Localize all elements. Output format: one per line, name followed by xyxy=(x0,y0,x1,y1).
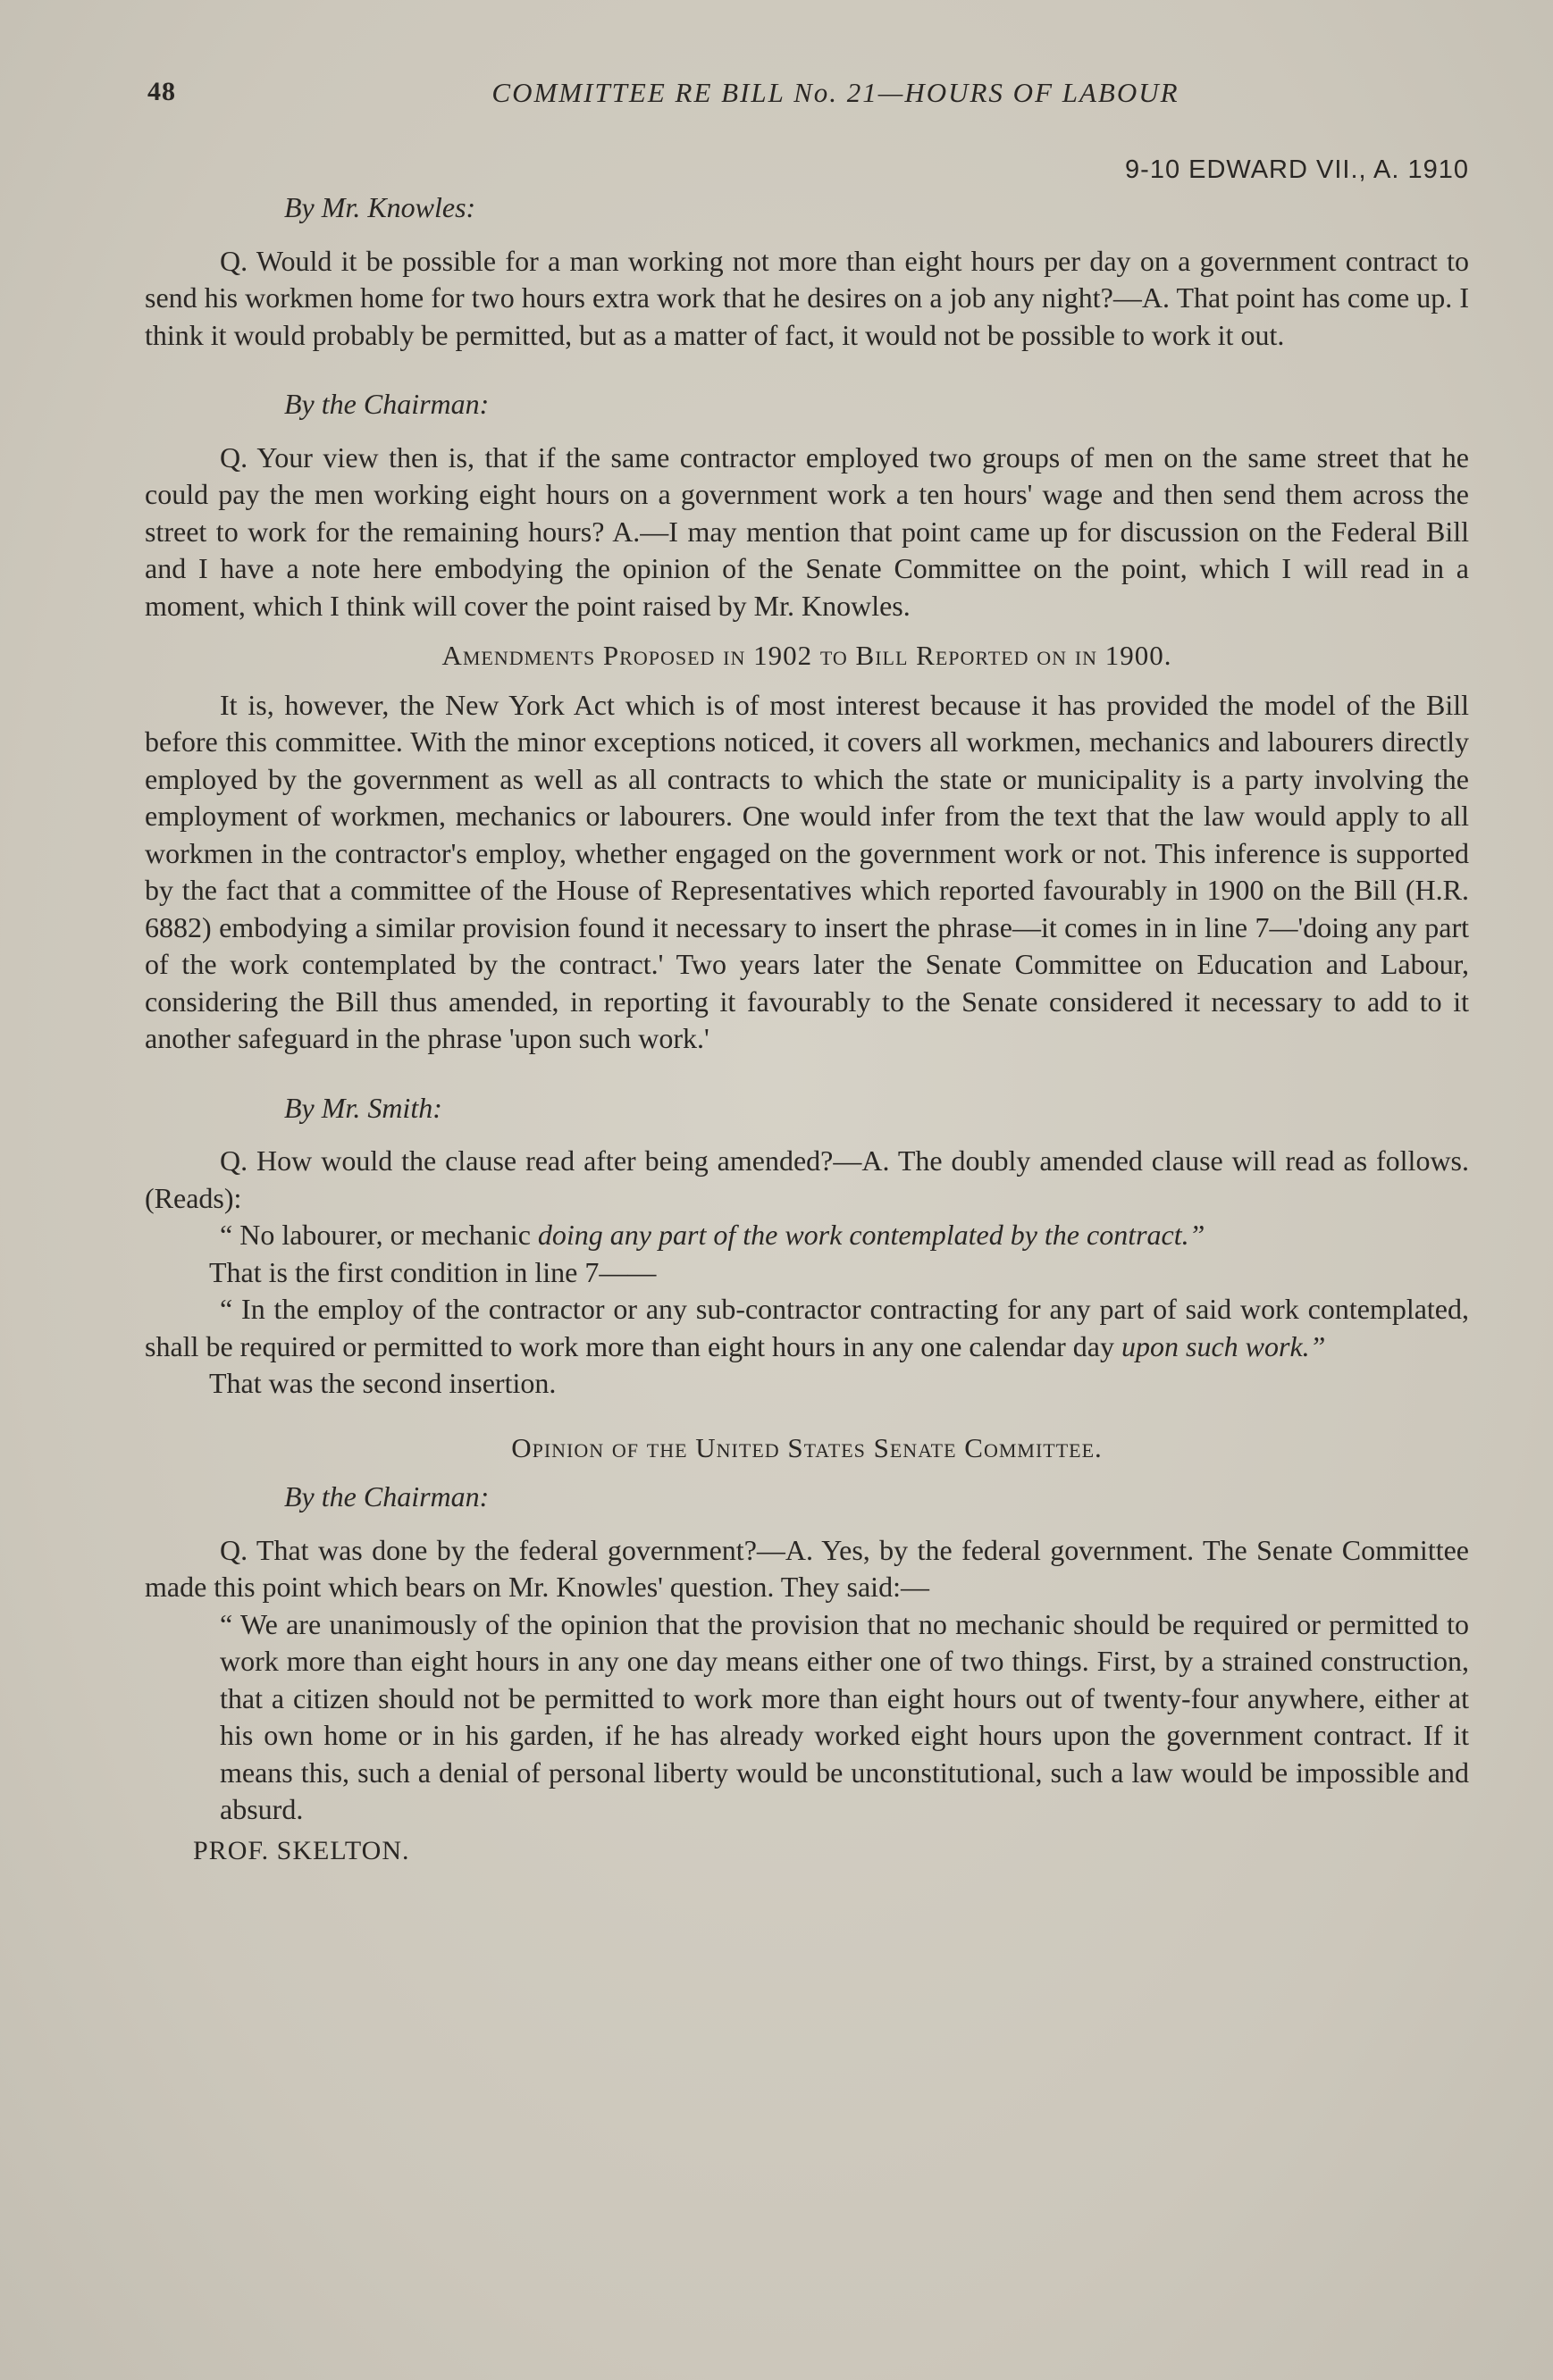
speaker-label: By Mr. Smith: xyxy=(284,1091,442,1124)
speaker-label: By the Chairman: xyxy=(284,1480,490,1513)
quotation-emphasis: doing any part of the work contemplated by the contract.” xyxy=(537,1219,1205,1251)
quotation xyxy=(145,1291,1469,1365)
paragraph: Q. That was done by the federal government?—A. Yes, by the federal government. The Senate Committee made this point which bears on Mr. Knowles' question. They said:— xyxy=(145,1533,1469,1603)
speaker-label: By Mr. Knowles: xyxy=(284,191,476,223)
session-label: 9-10 EDWARD VII., A. 1910 xyxy=(1125,155,1469,184)
speaker-label: By the Chairman: xyxy=(284,388,490,420)
signature: PROF. SKELTON. xyxy=(193,1835,410,1865)
running-title: COMMITTEE RE BILL No. 21—HOURS OF LABOUR xyxy=(491,77,1179,108)
page-number: 48 xyxy=(147,77,176,106)
document-body xyxy=(145,184,1469,1869)
spacer xyxy=(145,1058,1469,1085)
section-heading: Opinion of the United States Senate Committee. xyxy=(511,1431,1103,1463)
paragraph: Q. Your view then is, that if the same contractor employed two groups of men on the same street that he could pay the men working eight hours on a government work a ten hours' wage and then send them across the street to work for the remaining hours? A.—I may mention that point came up for discussion on the Federal Bill and I have a note here embodying the opinion of the Senate Committee on the point, which I will read in a moment, which I think will cover the point raised by Mr. Knowles. xyxy=(145,440,1469,622)
quotation-text: “ No labourer, or mechanic xyxy=(220,1219,538,1251)
quotation-text: “ In the employ of the contractor or any sub-contractor contracting for any part of said work contemplated, shall be required or permitted to work more than eight hours in any one calendar day xyxy=(145,1293,1469,1362)
running-head xyxy=(147,77,1470,122)
paragraph: That was the second insertion. xyxy=(209,1367,557,1399)
section-heading: Amendments Proposed in 1902 to Bill Reported on in 1900. xyxy=(441,640,1172,671)
paragraph: Q. Would it be possible for a man working not more than eight hours per day on a government contract to send his workmen home for two hours extra work that he desires on a job any night?—A. That point has come up. I think it would probably be permitted, but as a matter of fact, it would not be possible to work it out. xyxy=(145,244,1469,351)
spacer xyxy=(145,354,1469,381)
quotation: “ We are unanimously of the opinion that the provision that no mechanic should be required or permitted to work more than eight hours in any one day means either one of two things. First, by a strained construction, that a citizen should not be permitted to work more than eight hours out of twenty-four anywhere, either at his own home or in his garden, if he has already worked eight hours upon the government contract. If it means this, such a denial of personal liberty would be unconstitutional, such a law would be impossible and absurd. xyxy=(220,1607,1469,1825)
quotation xyxy=(145,1217,1469,1254)
paragraph: That is the first condition in line 7—— xyxy=(209,1255,657,1288)
quotation-emphasis: upon such work.” xyxy=(1121,1329,1326,1362)
paragraph: Q. How would the clause read after being amended?—A. The doubly amended clause will read as follows. (Reads): xyxy=(145,1144,1469,1214)
paragraph: It is, however, the New York Act which is of most interest because it has provided the model of the Bill before this committee. With the minor exceptions noticed, it covers all workmen, mechanics and labourers directly employed by the government as well as all contracts to which the state or municipality is a party involving the employment of workmen, mechanics or labourers. One would infer from the text that the law would apply to all workmen in the contractor's employ, whether engaged on the government work or not. This inference is supported by the fact that a committee of the House of Representatives which reported favourably in 1900 on the Bill (H.R. 6882) embodying a similar provision found it necessary to insert the phrase—it comes in in line 7—'doing any part of the work contemplated by the contract.' Two years later the Senate Committee on Education and Labour, considering the Bill thus amended, in reporting it favourably to the Senate considered it necessary to add to it another safeguard in the phrase 'upon such work.' xyxy=(145,688,1469,1054)
